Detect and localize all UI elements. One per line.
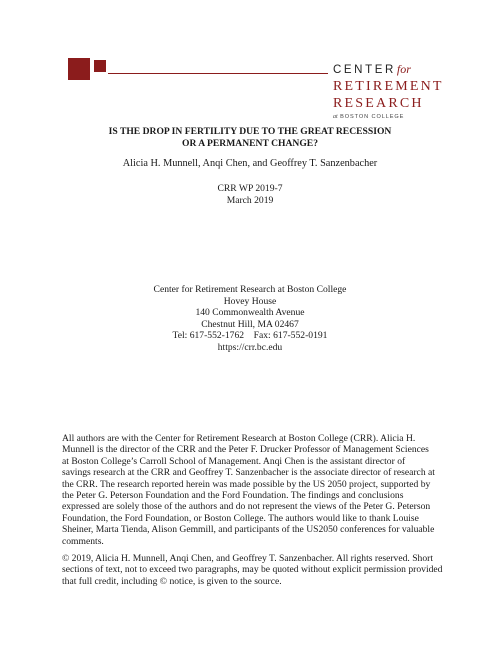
logo-bc-line (333, 114, 443, 121)
disclaimer-line: comments. (62, 535, 104, 547)
header-rule (108, 73, 328, 74)
address-phone-fax: Tel: 617-552-1762 Fax: 617-552-0191 (172, 330, 328, 341)
copyright-line: that full credit, including © notice, is given to the source. (62, 575, 282, 587)
copyright-line: © 2019, Alicia H. Munnell, Anqi Chen, and Geoffrey T. Sanzenbacher. All rights reserved. Short (62, 553, 433, 564)
logo-for-text: for (396, 62, 411, 76)
logo-bc-text: BOSTON COLLEGE (340, 113, 405, 120)
crr-logo (333, 63, 443, 120)
address-street: 140 Commonwealth Avenue (195, 307, 305, 318)
copyright-line: sections of text, not to exceed two paragraphs, may be quoted without explicit permission provided (62, 564, 443, 576)
paper-title-line-1: IS THE DROP IN FERTILITY DUE TO THE GREAT RECESSION (108, 126, 392, 137)
copyright-notice (62, 553, 448, 587)
logo-retirement-text: RETIREMENT (333, 78, 444, 94)
logo-research-text: RESEARCH (333, 95, 424, 111)
author-disclaimer (62, 433, 448, 547)
logo-center-line (333, 63, 443, 77)
disclaimer-line: Foundation, the Ford Foundation, or Boston College. The authors would like to thank Louise (62, 512, 419, 524)
address-building: Hovey House (223, 295, 277, 307)
paper-authors: Alicia H. Munnell, Anqi Chen, and Geoffrey T. Sanzenbacher (122, 158, 378, 169)
logo-square-large (68, 58, 90, 80)
disclaimer-line: the Peter G. Peterson Foundation and the Ford Foundation. The findings and conclusions (62, 490, 404, 502)
disclaimer-line: expressed are solely those of the authors and do not represent the views of the Peter G. Peterson (62, 501, 431, 513)
paper-title (0, 126, 500, 150)
logo-center-text: CENTER (333, 64, 396, 76)
paper-title-line-2: OR A PERMANENT CHANGE? (181, 138, 318, 149)
address-url: https://crr.bc.edu (217, 341, 283, 353)
disclaimer-line: at Boston College’s Carroll School of Management. Anqi Chen is the assistant director of (62, 455, 406, 467)
address-org: Center for Retirement Research at Boston College (153, 284, 347, 295)
disclaimer-line: savings research at the CRR and Geoffrey T. Sanzenbacher is the associate director of research at (62, 467, 435, 479)
disclaimer-line: Sheiner, Marta Tienda, Alison Gemmill, and participants of the US2050 conferences for valuable (62, 524, 435, 536)
working-paper-info (0, 183, 500, 206)
address-city: Chestnut Hill, MA 02467 (201, 318, 299, 330)
disclaimer-line: the CRR. The research reported herein was made possible by the US 2050 project, supported by (62, 478, 431, 490)
logo-of-text: at (333, 113, 338, 120)
working-paper-date: March 2019 (226, 194, 274, 206)
logo-square-small (94, 60, 106, 72)
contact-address (0, 284, 500, 353)
disclaimer-line: Munnell is the director of the CRR and the Peter F. Drucker Professor of Management Sciences (62, 444, 429, 456)
working-paper-number: CRR WP 2019-7 (217, 183, 283, 194)
disclaimer-line: All authors are with the Center for Retirement Research at Boston College (CRR). Alicia H. (62, 433, 416, 444)
